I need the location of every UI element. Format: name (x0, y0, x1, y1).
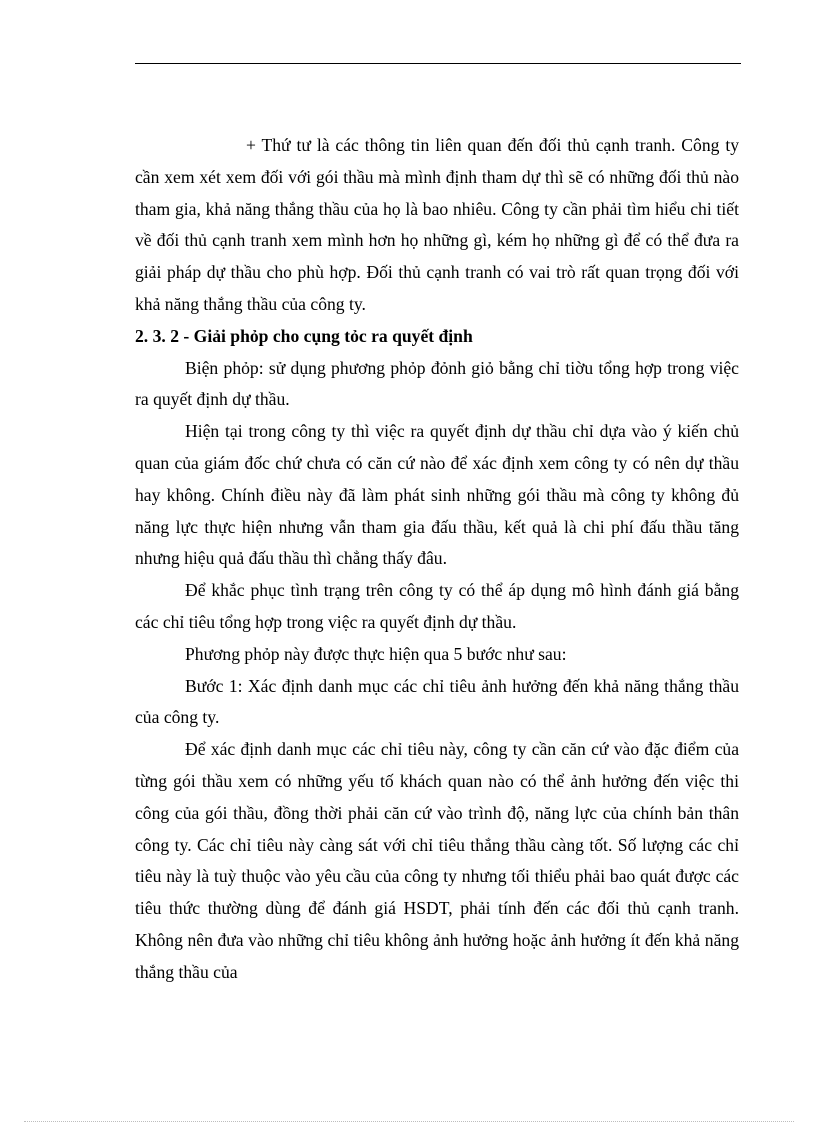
paragraph-method-steps: Phương phỏp này được thực hiện qua 5 bước như sau: (185, 643, 567, 664)
header-rule (135, 63, 741, 64)
paragraph-step-1: Bước 1: Xác định danh mục các chỉ tiêu ảnh hưởng đến khả năng thắng thầu của công ty. (135, 675, 739, 728)
footer-dotted-rule (24, 1121, 794, 1122)
paragraph-criteria-detail: Để xác định danh mục các chỉ tiêu này, công ty cần căn cứ vào đặc điểm của từng gói thầu xem có những yếu tố khách quan nào có thể ảnh hưởng đến việc thi công của gói thầu, đồng thời phải căn cứ vào trình độ, năng lực của chính bản thân công ty. Các chỉ tiêu này càng sát với chỉ tiêu thắng thầu càng tốt. Số lượng các chỉ tiêu này là tuỳ thuộc vào yêu cầu của công ty nhưng tối thiểu phải bao quát được các tiêu thức thường dùng để đánh giá HSDT, phải tính đến các đối thủ cạnh tranh. Không nên đưa vào những chỉ tiêu không ảnh hưởng hoặc ảnh hưởng ít đến khả năng thắng thầu của (135, 739, 739, 982)
paragraph-remedy: Để khắc phục tình trạng trên công ty có thể áp dụng mô hình đánh giá bằng các chỉ tiêu tổng hợp trong việc ra quyết định dự thầu. (135, 580, 739, 632)
section-heading: 2. 3. 2 - Giải phỏp cho cụng tỏc ra quyết định (135, 325, 473, 346)
document-body (135, 130, 739, 989)
paragraph-measure: Biện phỏp: sử dụng phương phỏp đỏnh giỏ bằng chỉ tiờu tổng hợp trong việc ra quyết định dự thầu. (135, 357, 739, 410)
paragraph-current-state: Hiện tại trong công ty thì việc ra quyết định dự thầu chỉ dựa vào ý kiến chủ quan của giám đốc chứ chưa có căn cứ nào để xác định xem công ty có nên dự thầu hay không. Chính điều này đã làm phát sinh những gói thầu mà công ty không đủ năng lực thực hiện nhưng vẫn tham gia đấu thầu, kết quả là chi phí đấu thầu tăng nhưng hiệu quả đấu thầu thì chẳng thấy đâu. (135, 421, 739, 569)
paragraph-competitor-info: + Thứ tư là các thông tin liên quan đến đối thủ cạnh tranh. Công ty cần xem xét xem đối với gói thầu mà mình định tham dự thì sẽ có những đối thủ nào tham gia, khả năng thắng thầu của họ là bao nhiêu. Công ty cần phải tìm hiểu chi tiết về đối thủ cạnh tranh xem mình hơn họ những gì, kém họ những gì để có thể đưa ra giải pháp dự thầu cho phù hợp. Đối thủ cạnh tranh có vai trò rất quan trọng đối với khả năng thắng thầu của công ty. (135, 135, 739, 314)
